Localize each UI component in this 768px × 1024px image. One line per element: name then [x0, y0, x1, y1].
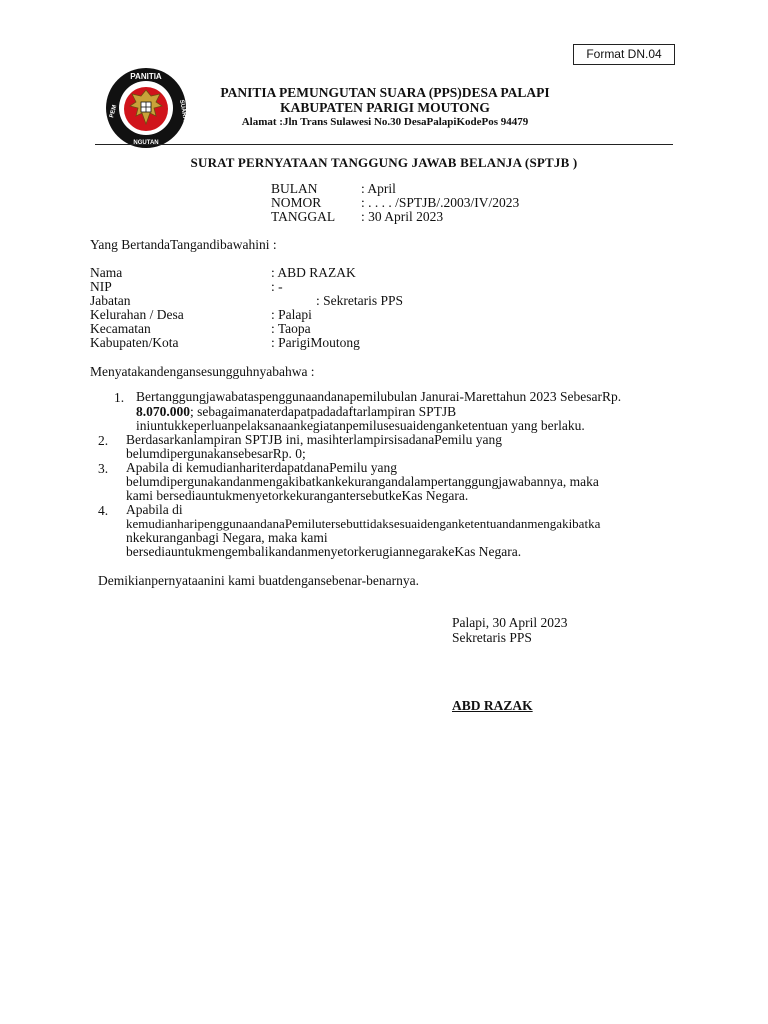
meta-value-nomor: : . . . . /SPTJB/.2003/IV/2023	[361, 195, 520, 210]
item-1-amount: 8.070.000	[136, 404, 190, 419]
item-number: 1.	[114, 390, 125, 405]
kpu-emblem-icon	[104, 66, 188, 150]
item-2-line-1: Berdasarkanlampiran SPTJB ini, masihterlampirsisadanaPemilu yang	[126, 432, 503, 447]
meta-label-bulan: BULAN	[271, 181, 318, 196]
field-value-kecamatan: : Taopa	[271, 321, 311, 336]
header-divider	[95, 144, 673, 145]
field-value-kelurahan: : Palapi	[271, 307, 312, 322]
field-label-kelurahan: Kelurahan / Desa	[90, 307, 184, 322]
format-label: Format DN.04	[573, 44, 675, 65]
item-1-line-1: Bertanggungjawabataspenggunaandanapemilubulan Janurai-Marettahun 2023 SebesarRp.	[136, 389, 622, 404]
header-line-2: KABUPATEN PARIGI MOUTONG	[280, 100, 490, 115]
svg-text:PEM: PEM	[109, 104, 119, 119]
field-label-nip: NIP	[90, 279, 112, 294]
signature-name: ABD RAZAK	[452, 698, 533, 713]
svg-text:NGUTAN: NGUTAN	[133, 140, 159, 146]
signature-position: Sekretaris PPS	[452, 630, 532, 645]
field-value-kabupaten: : ParigiMoutong	[271, 335, 360, 350]
header-line-1: PANITIA PEMUNGUTAN SUARA (PPS)DESA PALAPI	[220, 85, 550, 100]
closing-statement: Demikianpernyataanini kami buatdengansebenar-benarnya.	[98, 573, 419, 588]
item-1-line-2-rest: ; sebagaimanaterdapatpadadaftarlampiran SPTJB	[190, 404, 457, 419]
item-1-line-3: iniuntukkeperluanpelaksanaankegiatanpemilusesuaidenganketentuan yang berlaku.	[136, 418, 585, 433]
field-value-jabatan: : Sekretaris PPS	[316, 293, 404, 308]
signature-place-date: Palapi, 30 April 2023	[452, 615, 568, 630]
statement-intro: Menyatakandengansesungguhnyabahwa :	[90, 364, 315, 379]
item-3-line-3: kami bersediauntukmenyetorkekurangantersebutkeKas Negara.	[126, 488, 469, 503]
intro-text: Yang BertandaTangandibawahini :	[90, 237, 277, 252]
item-4-line-4: bersediauntukmengembalikandanmenyetorkerugiannegarakeKas Negara.	[126, 544, 522, 559]
item-4-line-3: nkekuranganbagi Negara, maka kami	[126, 530, 328, 545]
meta-label-tanggal: TANGGAL	[271, 209, 336, 224]
field-label-kecamatan: Kecamatan	[90, 321, 151, 336]
meta-value-bulan: : April	[361, 181, 396, 196]
field-label-jabatan: Jabatan	[90, 293, 131, 308]
item-number: 4.	[98, 503, 109, 518]
field-label-kabupaten: Kabupaten/Kota	[90, 335, 179, 350]
item-4-line-2: kemudianharipenggunaandanaPemilutersebuttidaksesuaidenganketentuandanmengakibatka	[126, 516, 601, 531]
item-number: 3.	[98, 461, 109, 476]
svg-text:SUARA: SUARA	[178, 99, 188, 122]
document-title: SURAT PERNYATAAN TANGGUNG JAWAB BELANJA (SPTJB )	[190, 155, 578, 170]
svg-text:PANITIA: PANITIA	[130, 72, 162, 81]
item-4-line-1: Apabila di	[126, 502, 183, 517]
item-number: 2.	[98, 433, 109, 448]
item-3-line-1: Apabila di kemudianhariterdapatdanaPemilu yang	[126, 460, 398, 475]
field-label-nama: Nama	[90, 265, 123, 280]
item-2-line-2: belumdipergunakansebesarRp. 0;	[126, 446, 306, 461]
meta-label-nomor: NOMOR	[271, 195, 322, 210]
field-value-nama: : ABD RAZAK	[271, 265, 356, 280]
meta-value-tanggal: : 30 April 2023	[361, 209, 444, 224]
field-value-nip: : -	[271, 279, 283, 294]
item-3-line-2: belumdipergunakandanmengakibatkankekurangandalampertanggungjawabannya, maka	[126, 474, 599, 489]
header-address: Alamat :Jln Trans Sulawesi No.30 DesaPalapiKodePos 94479	[241, 116, 529, 128]
